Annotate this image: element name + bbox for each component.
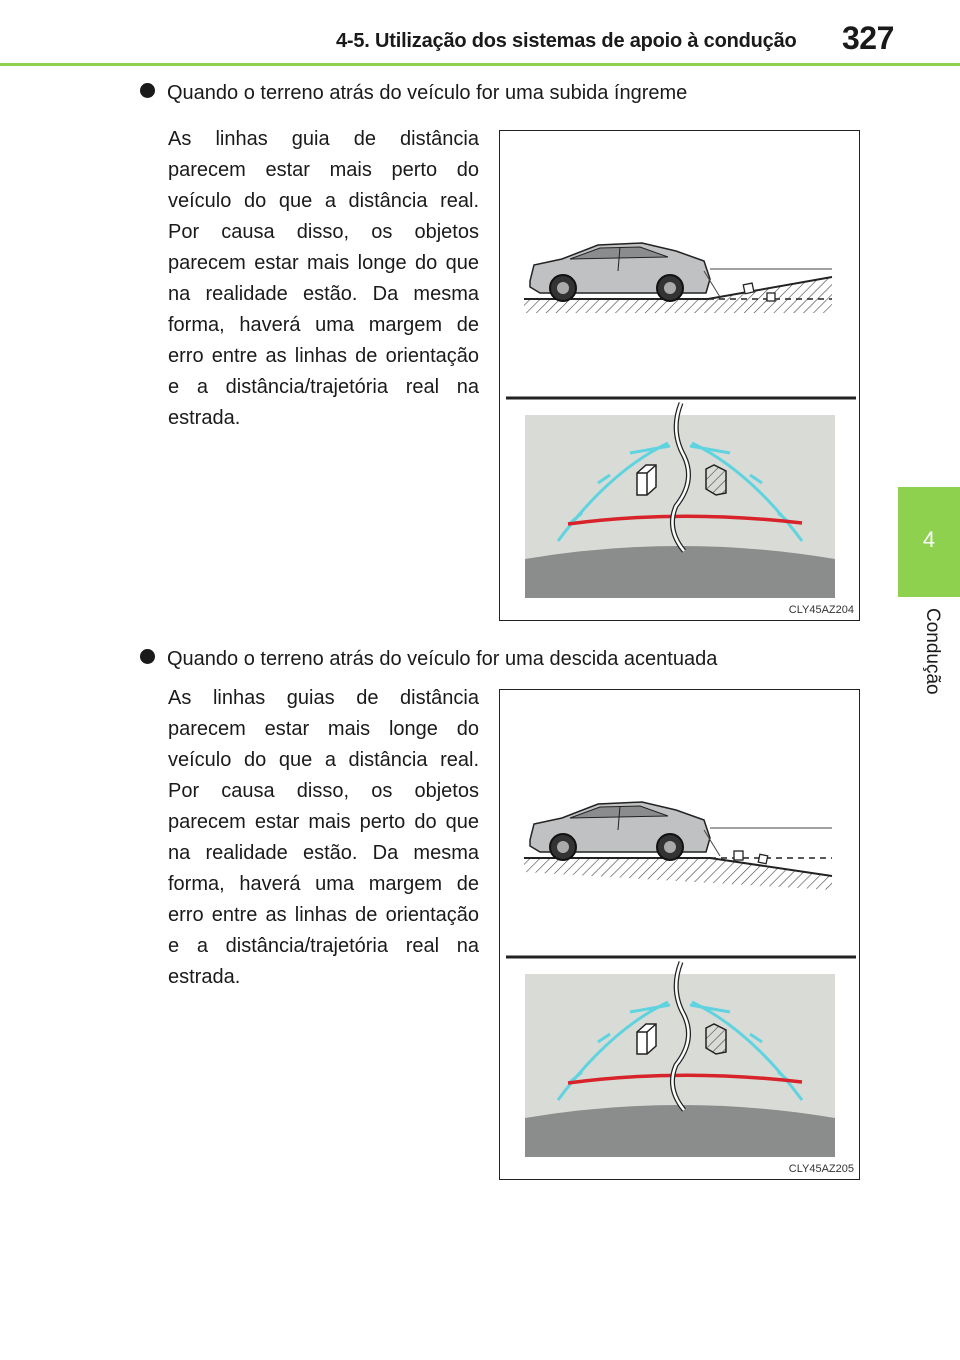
object-box-right [706,1024,726,1054]
page-number: 327 [842,20,894,56]
object-box-left [637,465,656,495]
chapter-label: Condução [922,608,943,695]
figure-uphill [499,130,860,621]
bullet-downhill-text: Quando o terreno atrás do veículo for uma descida acentuada [167,648,718,670]
header-title: 4-5. Utilização dos sistemas de apoio à condução [336,30,797,52]
header-rule [0,63,960,66]
downhill-illustration [500,690,861,1181]
car-icon [530,802,710,860]
paragraph-uphill: As linhas guia de distância parecem estar mais perto do veículo do que a distância real. Por causa disso, os objetos parecem estar mais longe do que na realidade estão. Da mesma forma, haverá uma margem de erro entre as linhas de orientação e a distância/trajetória real na estrada. [168,128,479,429]
uphill-illustration [500,131,861,622]
camera-view [525,962,835,1157]
car-icon [530,243,710,301]
camera-view [525,403,835,598]
bullet-uphill-text: Quando o terreno atrás do veículo for uma subida íngreme [167,82,688,104]
bullet-dot-icon [140,83,155,98]
chapter-number: 4 [922,527,936,552]
object-box-left [637,1024,656,1054]
figure-downhill [499,689,860,1180]
bullet-uphill [140,82,687,105]
chapter-tab [898,487,960,597]
bullet-downhill [140,648,717,671]
object-box-right [706,465,726,495]
figure-code: CLY45AZ205 [788,1163,854,1175]
ground-downhill [524,858,832,890]
bullet-dot-icon [140,649,155,664]
paragraph-downhill: As linhas guias de distância parecem estar mais longe do veículo do que a distância real. Por causa disso, os objetos parecem estar mais perto do que na realidade estão. Da mesma forma, haverá uma margem de erro entre as linhas de orientação e a distância/trajetória real na estrada. [168,687,479,988]
figure-code: CLY45AZ204 [788,604,854,616]
